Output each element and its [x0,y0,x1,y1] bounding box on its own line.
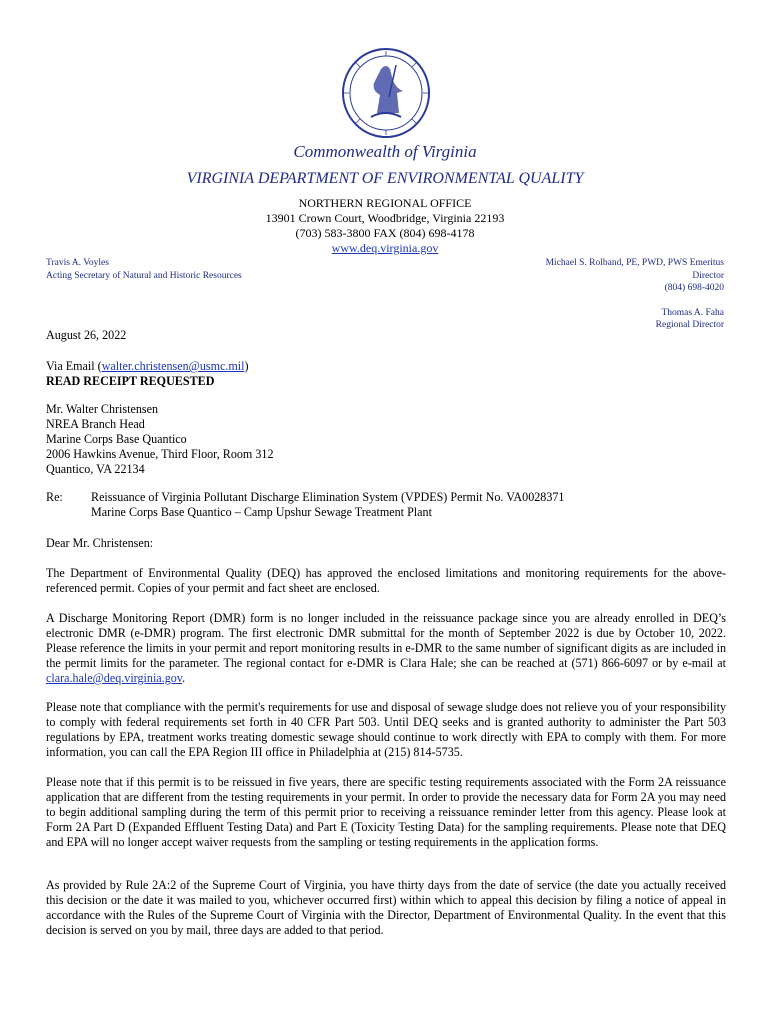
office-address-block [0,196,770,256]
salutation: Dear Mr. Christensen: [46,536,154,550]
right-signatories [546,257,724,332]
read-receipt-notice: READ RECEIPT REQUESTED [46,374,215,388]
virginia-seal-logo [341,47,431,139]
office-phone-fax: (703) 583-3800 FAX (804) 698-4178 [295,226,475,240]
recipient-line: 2006 Hawkins Avenue, Third Floor, Room 312 [46,447,274,461]
paragraph-approval: The Department of Environmental Quality (DEQ) has approved the enclosed limitations and monitoring requirements for the above-referenced permit. Copies of your permit and fact sheet are enclosed. [46,566,726,595]
recipient-email-link[interactable]: walter.christensen@usmc.mil [101,359,245,373]
office-name: NORTHERN REGIONAL OFFICE [298,196,472,210]
subject-line-2: Marine Corps Base Quantico – Camp Upshur Sewage Treatment Plant [91,505,432,519]
department-name: VIRGINIA DEPARTMENT OF ENVIRONMENTAL QUALITY [186,170,584,187]
director-phone: (804) 698-4020 [664,283,724,293]
subject-line [46,490,726,519]
left-signatory-title: Acting Secretary of Natural and Historic Resources [46,270,242,281]
paragraph-form-2a: Please note that if this permit is to be reissued in five years, there are specific testing requirements associated with the Form 2A reissuance application that are different from the testing requirements in your permit. In order to provide the necessary data for Form 2A you may need to begin additional sampling during the term of this permit prior to receiving a reissuance reminder letter from this agency. Please look at Form 2A Part D (Expanded Effluent Testing Data) and Part E (Toxicity Testing Data) for the sampling requirements. Please note that DEQ and EPA will no longer accept waiver requests from the sampling or testing requirements in the application forms. [46,775,726,849]
regional-director-title: Regional Director [655,320,724,330]
regional-director-name: Thomas A. Faha [661,307,724,318]
contact-email-link[interactable]: clara.hale@deq.virginia.gov [46,671,183,685]
paragraph-dmr: A Discharge Monitoring Report (DMR) form is no longer included in the reissuance package since you are already enrolled in DEQ’s electronic DMR (e-DMR) program. The first electronic DMR submittal for the month of September 2022 is due by October 10, 2022. Please reference the limits in your permit and report monitoring results in e-DMR to the same number of significant digits as are included in the permit limits for the parameter. The regional contact for e-DMR is Clara Hale; she can be reached at (571) 866-6097 or by e-mail at clara.hale@deq.virginia.gov. [46,611,726,685]
via-block: Via Email (walter.christensen@usmc.mil) READ RECEIPT REQUESTED [46,359,726,389]
paragraph-appeal: As provided by Rule 2A:2 of the Supreme Court of Virginia, you have thirty days from the date of service (the date you actually received this decision or the date it was mailed to you, whichever occurred first) within which to appeal this decision by filing a notice of appeal in accordance with the Rules of the Supreme Court of Virginia with the Director, Department of Environmental Quality. In the event that this decision is served on you by mail, three days are added to that period. [46,878,726,937]
letter-date: August 26, 2022 [46,328,127,342]
website-link[interactable]: www.deq.virginia.gov [331,241,439,255]
director-title: Director [692,270,724,281]
left-signatory [46,257,242,282]
recipient-line: Marine Corps Base Quantico [46,432,187,446]
re-label: Re: [46,490,63,504]
office-street-address: 13901 Crown Court, Woodbridge, Virginia 22193 [265,211,505,225]
recipient-line: NREA Branch Head [46,417,145,431]
paragraph-sludge: Please note that compliance with the permit's requirements for use and disposal of sewage sludge does not relieve you of your responsibility to comply with federal requirements set forth in 40 CFR Part 503. Until DEQ seeks and is granted authority to administer the Part 503 regulations by EPA, treatment works treating domestic sewage should continue to work directly with EPA to comply with them. For more information, you can call the EPA Region III office in Philadelphia at (215) 814-5735. [46,700,726,759]
left-signatory-name: Travis A. Voyles [46,258,109,268]
director-name: Michael S. Rolband, PE, PWD, PWS Emeritus [545,258,724,268]
subject-line-1: Reissuance of Virginia Pollutant Discharge Elimination System (VPDES) Permit No. VA0028371 [91,490,565,504]
recipient-line: Quantico, VA 22134 [46,462,145,476]
commonwealth-title: Commonwealth of Virginia [293,142,477,161]
recipient-line: Mr. Walter Christensen [46,402,158,416]
recipient-address [46,402,726,477]
